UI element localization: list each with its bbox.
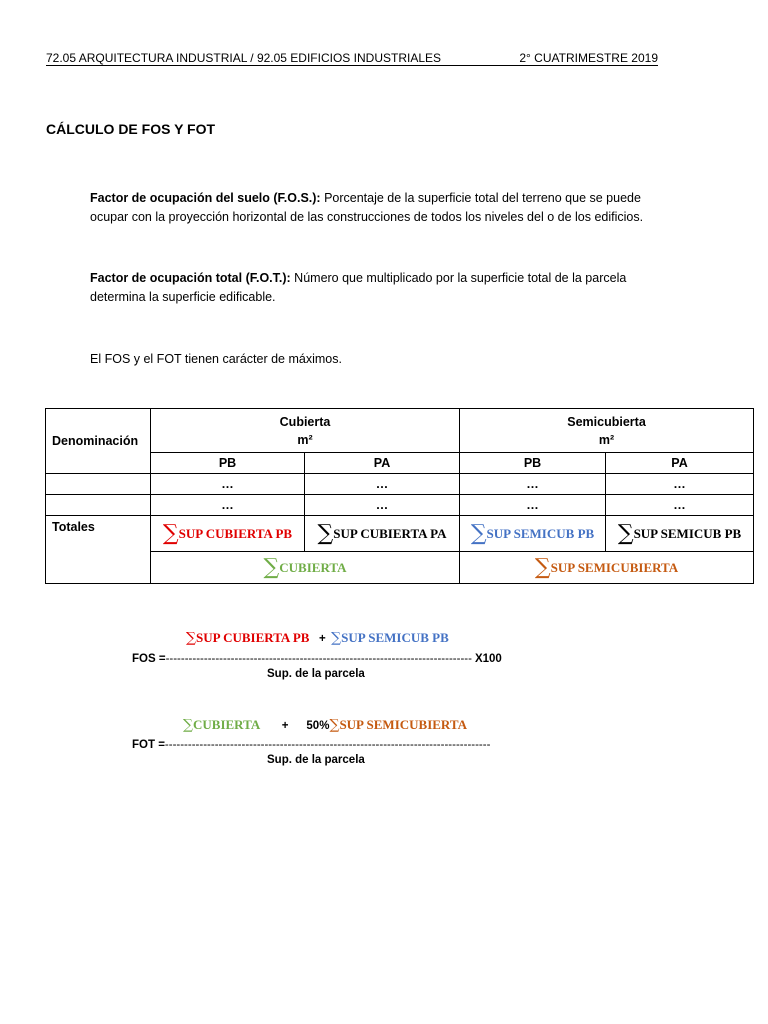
table-cell: … <box>460 495 606 516</box>
fos-num-a: SUP CUBIERTA PB <box>196 630 310 645</box>
sup-cubierta-pb: SUP CUBIERTA PB <box>178 525 293 541</box>
table-cell: … <box>151 474 305 495</box>
page-header <box>46 47 658 66</box>
table-row <box>46 495 754 516</box>
fot-definition <box>90 269 730 307</box>
cubierta-header <box>151 409 460 453</box>
page-title: CÁLCULO DE FOS Y FOT <box>46 121 216 137</box>
denominacion-header: Denominación <box>46 409 151 474</box>
semicubierta-total: SUP SEMICUBIERTA <box>550 559 679 575</box>
cubierta-label: Cubierta <box>279 414 331 429</box>
fos-plus: + <box>318 633 326 645</box>
fot-label: FOT = <box>132 739 165 751</box>
table-cell: … <box>606 495 754 516</box>
sum-icon: ∑ <box>263 554 280 580</box>
fot-term: Factor de ocupación total (F.O.T.): <box>90 271 291 285</box>
fot-percent: 50% <box>306 720 330 732</box>
fos-denominator: Sup. de la parcela <box>267 668 365 680</box>
fot-text-line2: determina la superficie edificable. <box>90 290 276 304</box>
totales-label: Totales <box>46 516 151 584</box>
sum-icon: ∑ <box>162 520 179 546</box>
sum-icon: ∑ <box>617 520 634 546</box>
sum-icon: ∑ <box>317 520 334 546</box>
cubierta-unit: m² <box>297 432 313 447</box>
fot-numerator <box>183 717 467 733</box>
table-cell: … <box>305 495 460 516</box>
sum-icon: ∑ <box>183 717 193 733</box>
fos-dashes: -------------------------------------------------------------------------------- <box>165 653 472 665</box>
sum-icon: ∑ <box>331 630 342 646</box>
fos-text-line2: ocupar con la proyección horizontal de las construcciones de todos los niveles del o de los edificios. <box>90 210 644 224</box>
sum-icon: ∑ <box>470 520 487 546</box>
fot-num-b: SUP SEMICUBIERTA <box>339 717 467 732</box>
fot-fraction-line <box>132 737 490 751</box>
sup-semicub-pb-2: SUP SEMICUB PB <box>633 525 742 541</box>
fos-term: Factor de ocupación del suelo (F.O.S.): <box>90 191 321 205</box>
cubierta-pb-header: PB <box>151 453 305 474</box>
fos-definition <box>90 189 730 227</box>
table-cell: … <box>606 474 754 495</box>
table-cell <box>46 495 151 516</box>
sum-icon: ∑ <box>329 717 340 733</box>
sup-cubierta-pa: SUP CUBIERTA PA <box>333 525 447 541</box>
fos-numerator <box>186 630 449 646</box>
fot-num-a: CUBIERTA <box>193 717 261 732</box>
sum-icon: ∑ <box>186 630 196 646</box>
max-note: El FOS y el FOT tienen carácter de máximos. <box>90 352 342 366</box>
sup-semicub-pb: SUP SEMICUB PB <box>486 525 595 541</box>
fot-text-line1: Número que multiplicado por la superficie total de la parcela <box>290 271 627 285</box>
semicubierta-pb-header: PB <box>460 453 606 474</box>
table-cell: … <box>305 474 460 495</box>
cubierta-pa-header: PA <box>305 453 460 474</box>
term-label: 2° CUATRIMESTRE 2019 <box>519 51 658 65</box>
fot-plus: + <box>281 720 289 732</box>
totals-row <box>46 516 754 552</box>
semicubierta-header <box>460 409 754 453</box>
fos-label: FOS = <box>132 653 166 665</box>
table-cell: … <box>460 474 606 495</box>
sum-icon: ∑ <box>534 554 551 580</box>
cubierta-total: CUBIERTA <box>279 559 347 575</box>
total-sup-cubierta-pa <box>305 516 460 552</box>
fos-num-b: SUP SEMICUB PB <box>341 630 449 645</box>
surface-table <box>45 408 754 584</box>
course-name: 72.05 ARQUITECTURA INDUSTRIAL / 92.05 EDIFICIOS INDUSTRIALES <box>46 51 441 65</box>
total-sup-cubierta-pb <box>151 516 305 552</box>
table-cell: … <box>151 495 305 516</box>
total-sup-semicub-pb <box>460 516 606 552</box>
semicubierta-pa-header: PA <box>606 453 754 474</box>
fos-factor: X100 <box>474 653 502 665</box>
fos-text-line1: Porcentaje de la superficie total del terreno que se puede <box>320 191 641 205</box>
table-row <box>46 474 754 495</box>
semicubierta-unit: m² <box>598 432 615 447</box>
total-semicubierta <box>460 552 754 584</box>
total-cubierta <box>151 552 460 584</box>
fot-dashes: ------------------------------------------------------------------------------------- <box>164 739 491 751</box>
semicubierta-label: Semicubierta <box>567 414 646 429</box>
total-sup-semicub-pb-2 <box>606 516 754 552</box>
fot-denominator: Sup. de la parcela <box>267 754 365 766</box>
table-cell <box>46 474 151 495</box>
fos-fraction-line <box>132 651 502 665</box>
